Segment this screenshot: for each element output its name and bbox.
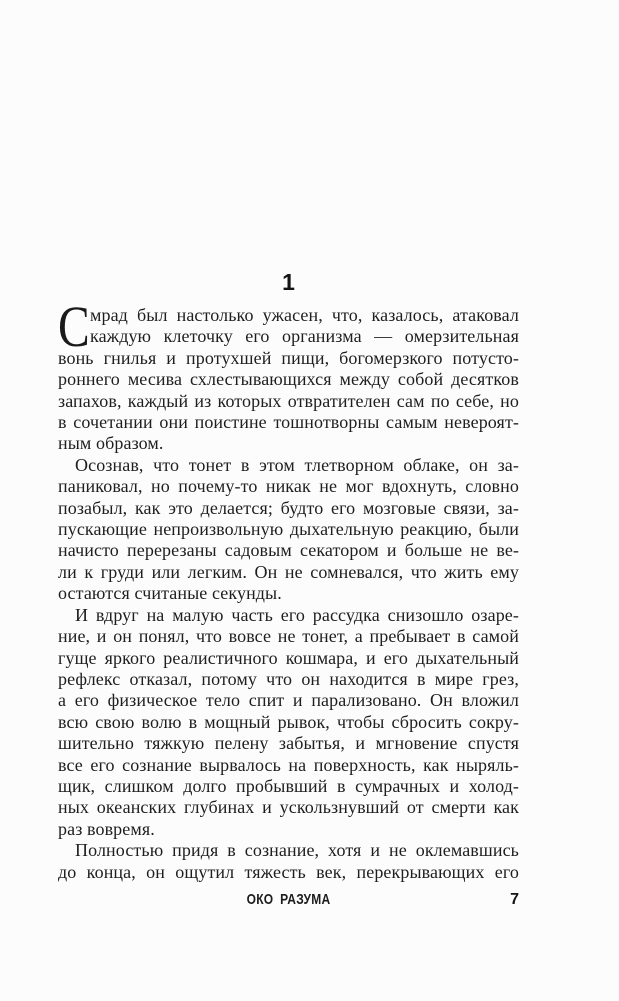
text-line: все его сознание вырвалось на поверхность, как ныряль-	[58, 754, 519, 775]
text-line: Осознав, что тонет в этом тлетворном облаке, он за-	[75, 454, 519, 475]
text-line: И вдруг на малую часть его рассудка снизошло озаре-	[75, 604, 519, 625]
text-line: рефлекс отказал, потому что он находится в мире грез,	[58, 668, 519, 689]
text-line: раз вовремя.	[58, 818, 155, 839]
text-line: позабыл, как это делается; будто его мозговые связи, за-	[58, 497, 519, 518]
text-line: гуще яркого реалистичного кошмара, и его дыхательный	[58, 647, 519, 668]
text-line: Полностью придя в сознание, хотя и не оклемавшись	[75, 840, 519, 861]
text-line: запахов, каждый из которых отвратителен сам по себе, но	[58, 390, 519, 411]
text-line: ных океанских глубинах и ускользнувший от смерти как	[58, 797, 519, 818]
text-line: ли к груди или легким. Он не сомневался, что жить ему	[58, 561, 519, 582]
text-line: каждую клеточку его организма — омерзительная	[90, 326, 519, 347]
text-line: ние, и он понял, что вовсе не тонет, а пребывает в самой	[58, 626, 519, 647]
text-line: шительно тяжкую пелену забытья, и мгновение спустя	[58, 733, 519, 754]
page-number: 7	[510, 891, 519, 908]
text-line: мрад был настолько ужасен, что, казалось, атаковал	[90, 305, 519, 325]
text-line: ным образом.	[58, 433, 164, 454]
text-line: начисто перерезаны садовым секатором и больше не ве-	[58, 540, 519, 561]
text-line: щик, слишком долго пробывший в сумрачных и холод-	[58, 775, 519, 796]
drop-cap: С	[58, 294, 90, 359]
text-line: в сочетании они поистине тошнотворны самым невероят-	[58, 412, 519, 433]
chapter-number: 1	[282, 269, 295, 295]
paragraph-2	[58, 455, 519, 605]
text-line: всю свою волю в мощный рывок, чтобы сбросить сокру-	[58, 711, 519, 732]
paragraph-1	[58, 294, 519, 455]
text-line: роннего месива схлестывающихся между собой десятков	[58, 369, 519, 390]
text-line: пускающие непроизвольную дыхательную реакцию, были	[58, 519, 519, 540]
running-title: ОКО РАЗУМА	[246, 891, 331, 908]
text-line: паниковал, но почему-то никак не мог вдохнуть, словно	[58, 476, 519, 497]
text-column	[58, 270, 519, 883]
text-line: вонь гнилья и протухшей пищи, богомерзкого потусто-	[58, 347, 519, 368]
text-line: до конца, он ощутил тяжесть век, перекрывающих его	[58, 861, 519, 882]
text-line: остаются считаные секунды.	[58, 583, 282, 604]
text-line: а его физическое тело спит и парализовано. Он вложил	[58, 690, 519, 711]
paragraph-4	[58, 840, 519, 883]
page-footer	[58, 892, 519, 908]
paragraph-3	[58, 605, 519, 840]
